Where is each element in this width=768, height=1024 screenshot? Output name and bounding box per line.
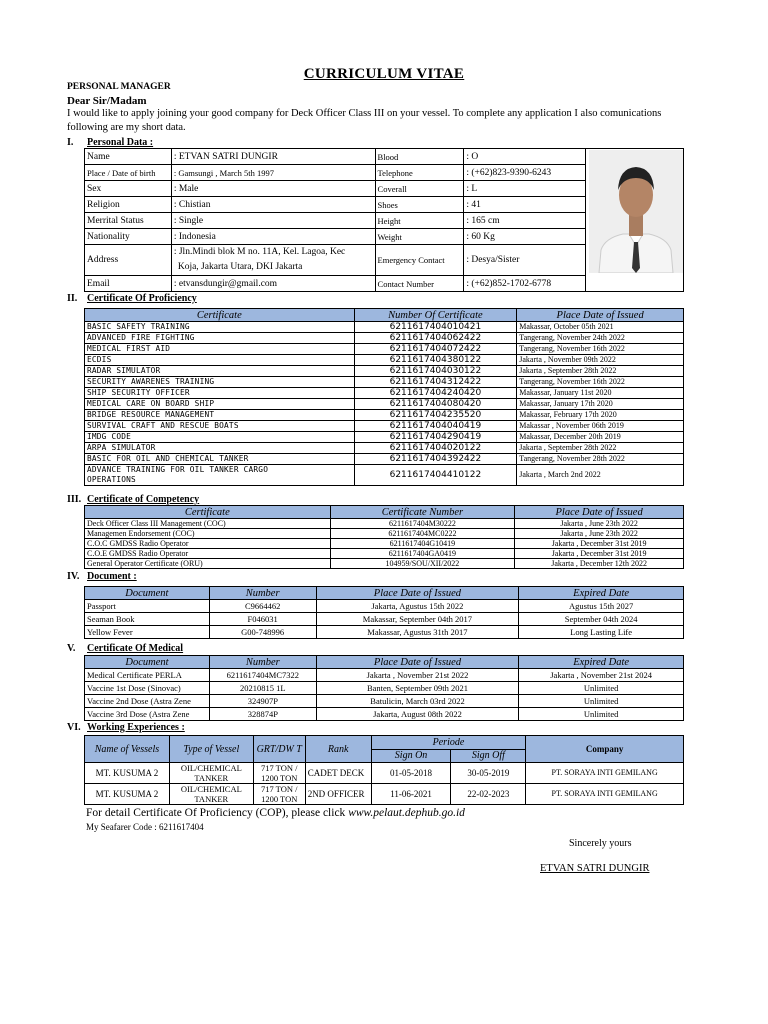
cop-certificate (85, 421, 355, 432)
exp-grt: 717 TON / 1200 TON (253, 763, 305, 784)
medical-place: Batulicin, March 03rd 2022 (316, 695, 519, 708)
personal-value-text: : Chistian (173, 199, 211, 210)
cop-table (84, 308, 684, 486)
coc-number: 104959/SOU/XII/2022 (330, 559, 515, 569)
coc-place: Jakarta , December 12th 2022 (515, 559, 684, 569)
cop-certificate-name: BRIDGE RESOURCE MANAGEMENT (87, 410, 215, 419)
cop-certificate (85, 377, 355, 388)
cop-certificate-name-cont: OPERATIONS (87, 475, 136, 484)
exp-type: OIL/CHEMICAL TANKER (169, 763, 253, 784)
section-cop (67, 293, 197, 304)
cop-place: Jakarta , September 28th 2022 (517, 443, 684, 454)
cop-number: 6211617404380122 (354, 355, 517, 366)
cop-place: Makassar, January 17th 2020 (517, 399, 684, 410)
cop-place: Jakarta , September 28th 2022 (517, 366, 684, 377)
personal-value (171, 165, 375, 181)
cop-row (85, 410, 684, 421)
cop-number: 6211617404030122 (354, 366, 517, 377)
medical-expired: Unlimited (519, 708, 684, 721)
cop-header-certificate: Certificate (85, 309, 355, 322)
personal-label: Sex (85, 181, 172, 197)
cop-place: Tangerang, November 16th 2022 (517, 377, 684, 388)
document-row (85, 626, 684, 639)
medical-expired: Unlimited (519, 682, 684, 695)
experience-row (85, 784, 684, 805)
personal-value (171, 276, 375, 292)
coc-number: 6211617404MC0222 (330, 529, 515, 539)
cop-certificate-name: MEDICAL CARE ON BOARD SHIP (87, 399, 215, 408)
coc-place: Jakarta , December 31st 2019 (515, 539, 684, 549)
cop-row (85, 377, 684, 388)
experience-table (84, 735, 684, 805)
salutation: Dear Sir/Madam (67, 95, 147, 107)
personal-value (171, 245, 375, 276)
personal-label: Name (85, 149, 172, 165)
cop-row (85, 322, 684, 333)
cop-certificate (85, 322, 355, 333)
cop-number: 6211617404240420 (354, 388, 517, 399)
doc-header-document: Document (85, 587, 210, 600)
cop-certificate-name: IMDG CODE (87, 432, 132, 441)
section-number: I. (67, 137, 74, 148)
exp-signoff: 30-05-2019 (451, 763, 526, 784)
exp-vessel: MT. KUSUMA 2 (85, 784, 170, 805)
section-label: Personal Data : (87, 137, 154, 148)
cop-number: 6211617404072422 (354, 344, 517, 355)
personal-value: : Desya/Sister (464, 245, 586, 276)
section-label: Certificate of Competency (87, 494, 200, 505)
med-header-expired: Expired Date (519, 656, 684, 669)
document-document: Seaman Book (85, 613, 210, 626)
cop-place: Tangerang, November 28th 2022 (517, 454, 684, 465)
intro-paragraph: I would like to apply joining your good company for Deck Officer Class III on your vessel. To complete any application I also comunications following are my short data. (67, 108, 662, 133)
coc-number: 6211617404GA0419 (330, 549, 515, 559)
personal-label: Address (85, 245, 172, 276)
personal-value: : 60 Kg (464, 229, 586, 245)
coc-place: Jakarta , June 23th 2022 (515, 519, 684, 529)
cop-link-text: For detail Certificate Of Proficiency (COP), please click (86, 807, 349, 819)
personal-label: Telephone (375, 165, 464, 181)
cop-row (85, 432, 684, 443)
personal-value (171, 197, 375, 213)
cop-number: 6211617404020122 (354, 443, 517, 454)
signature-name: ETVAN SATRI DUNGIR (540, 863, 650, 874)
section-label: Certificate Of Proficiency (87, 293, 197, 304)
section-number: V. (67, 643, 76, 654)
medical-document: Vaccine 3rd Dose (Astra Zene (85, 708, 210, 721)
exp-header-signon: Sign On (371, 749, 451, 763)
document-place: Makassar, Agustus 31th 2017 (316, 626, 519, 639)
doc-header-number: Number (209, 587, 316, 600)
personal-label: Weight (375, 229, 464, 245)
profile-photo (589, 150, 683, 273)
coc-header-place: Place Date of Issued (515, 506, 684, 519)
personal-value-text: : ETVAN SATRI DUNGIR (173, 151, 278, 162)
section-label: Certificate Of Medical (87, 643, 184, 654)
cop-certificate (85, 454, 355, 465)
personal-label: Merrital Status (85, 213, 172, 229)
section-label: Working Experiences : (87, 722, 185, 733)
coc-number: 6211617404M30222 (330, 519, 515, 529)
cop-number: 6211617404392422 (354, 454, 517, 465)
personal-value-text: : Single (173, 215, 204, 226)
cop-certificate (85, 465, 355, 486)
document-place: Jakarta, Agustus 15th 2022 (316, 600, 519, 613)
cop-certificate (85, 432, 355, 443)
cop-link-note (86, 807, 465, 819)
exp-signon: 11-06-2021 (371, 784, 451, 805)
cop-place: Tangerang, November 16th 2022 (517, 344, 684, 355)
personal-value: : O (464, 149, 586, 165)
medical-document: Medical Certificate PERLA (85, 669, 210, 682)
personal-value (171, 181, 375, 197)
document-table (84, 586, 684, 639)
cop-certificate (85, 344, 355, 355)
cop-number: 6211617404290419 (354, 432, 517, 443)
personal-value: : 41 (464, 197, 586, 213)
cop-link[interactable]: www.pelaut.dephub.go.id (348, 807, 465, 819)
document-number: F046031 (209, 613, 316, 626)
medical-number: 324907P (209, 695, 316, 708)
section-document (67, 571, 137, 582)
medical-number: 20210815 1L (209, 682, 316, 695)
cop-row (85, 355, 684, 366)
medical-place: Jakarta, August 08th 2022 (316, 708, 519, 721)
personal-label: Contact Number (375, 276, 464, 292)
coc-header-number: Certificate Number (330, 506, 515, 519)
personal-label: Place / Date of birth (85, 165, 172, 181)
personal-value (171, 149, 375, 165)
personal-label: Email (85, 276, 172, 292)
coc-certificate: General Operator Certificate (ORU) (85, 559, 331, 569)
cop-certificate-name: BASIC SAFETY TRAINING (87, 322, 190, 331)
personal-value: : (+62)823-9390-6243 (464, 165, 586, 181)
exp-header-company: Company (526, 736, 684, 763)
cop-place: Tangerang, November 24th 2022 (517, 333, 684, 344)
personal-value-line: : Jln.Mindi blok M no. 11A, Kel. Lagoa, Kec (173, 247, 346, 257)
medical-place: Jakarta , November 21st 2022 (316, 669, 519, 682)
cop-place: Jakarta , March 2nd 2022 (517, 465, 684, 486)
cop-certificate (85, 410, 355, 421)
personal-value (171, 213, 375, 229)
document-expired: Long Lasting Life (519, 626, 684, 639)
coc-row (85, 549, 684, 559)
closing-text: Sincerely yours (569, 838, 632, 849)
document-document: Passport (85, 600, 210, 613)
exp-header-type: Type of Vessel (169, 736, 253, 763)
personal-label: Religion (85, 197, 172, 213)
cop-row (85, 399, 684, 410)
exp-header-periode: Periode (371, 736, 526, 750)
exp-signoff: 22-02-2023 (451, 784, 526, 805)
cop-certificate (85, 333, 355, 344)
cop-number: 6211617404062422 (354, 333, 517, 344)
cop-number: 6211617404040419 (354, 421, 517, 432)
cop-place: Makassar, October 05th 2021 (517, 322, 684, 333)
section-number: IV. (67, 571, 80, 582)
medical-number: 328874P (209, 708, 316, 721)
medical-row (85, 669, 684, 682)
cop-row (85, 344, 684, 355)
medical-row (85, 682, 684, 695)
section-coc (67, 494, 199, 505)
personal-value: : 165 cm (464, 213, 586, 229)
cop-row (85, 333, 684, 344)
exp-header-signoff: Sign Off (451, 749, 526, 763)
cop-place: Jakarta , November 09th 2022 (517, 355, 684, 366)
cop-row (85, 454, 684, 465)
cop-number: 6211617404235520 (354, 410, 517, 421)
exp-header-vessel: Name of Vessels (85, 736, 170, 763)
personal-label: Coverall (375, 181, 464, 197)
exp-header-grt: GRT/DW T (253, 736, 305, 763)
document-document: Yellow Fever (85, 626, 210, 639)
cop-certificate (85, 443, 355, 454)
medical-expired: Jakarta , November 21st 2024 (519, 669, 684, 682)
personal-value: : L (464, 181, 586, 197)
cop-certificate (85, 388, 355, 399)
personal-value-text: : Indonesia (173, 231, 216, 242)
med-header-place: Place Date of Issued (316, 656, 519, 669)
cop-header-number: Number Of Certificate (354, 309, 517, 322)
medical-document: Vaccine 1st Dose (Sinovac) (85, 682, 210, 695)
exp-rank: 2ND OFFICER (305, 784, 371, 805)
exp-signon: 01-05-2018 (371, 763, 451, 784)
seafarer-code: My Seafarer Code : 6211617404 (86, 822, 204, 832)
medical-document: Vaccine 2nd Dose (Astra Zene (85, 695, 210, 708)
doc-header-expired: Expired Date (519, 587, 684, 600)
document-expired: September 04th 2024 (519, 613, 684, 626)
med-header-document: Document (85, 656, 210, 669)
exp-company: PT. SORAYA INTI GEMILANG (526, 784, 684, 805)
cop-row (85, 366, 684, 377)
med-header-number: Number (209, 656, 316, 669)
cop-certificate-name: SECURITY AWARENES TRAINING (87, 377, 215, 386)
personal-value: : (+62)852-1702-6778 (464, 276, 586, 292)
exp-header-rank: Rank (305, 736, 371, 763)
document-expired: Agustus 15th 2027 (519, 600, 684, 613)
coc-row (85, 539, 684, 549)
document-place: Makassar, September 04th 2017 (316, 613, 519, 626)
cop-number: 6211617404010421 (354, 322, 517, 333)
coc-table (84, 505, 684, 569)
cop-certificate-name: RADAR SIMULATOR (87, 366, 161, 375)
cop-certificate-name: SHIP SECURITY OFFICER (87, 388, 190, 397)
coc-row (85, 559, 684, 569)
section-label: Document : (87, 571, 137, 582)
cop-certificate (85, 399, 355, 410)
cop-row (85, 443, 684, 454)
cop-certificate-name: BASIC FOR OIL AND CHEMICAL TANKER (87, 454, 249, 463)
cop-certificate-name: ARPA SIMULATOR (87, 443, 156, 452)
personal-value-line: Koja, Jakarta Utara, DKI Jakarta (177, 262, 303, 272)
addressee: PERSONAL MANAGER (67, 82, 171, 92)
document-row (85, 613, 684, 626)
medical-row (85, 695, 684, 708)
cop-place: Makassar, December 20th 2019 (517, 432, 684, 443)
exp-vessel: MT. KUSUMA 2 (85, 763, 170, 784)
personal-value-text: : etvansdungir@gmail.com (173, 278, 278, 289)
cop-place: Makassar , November 06th 2019 (517, 421, 684, 432)
cop-place: Makassar, February 17th 2020 (517, 410, 684, 421)
cop-header-place: Place Date of Issued (517, 309, 684, 322)
cop-number: 6211617404080420 (354, 399, 517, 410)
cop-row (85, 421, 684, 432)
personal-value-text: : Gamsungi , March 5th 1997 (173, 167, 274, 178)
cop-number: 6211617404410122 (354, 465, 517, 486)
doc-header-place: Place Date of Issued (316, 587, 519, 600)
cop-certificate-name: MEDICAL FIRST AID (87, 344, 171, 353)
coc-certificate: Managemen Endorsement (COC) (85, 529, 331, 539)
section-experience (67, 722, 185, 733)
personal-label: Emergency Contact (375, 245, 464, 276)
section-number: VI. (67, 722, 81, 733)
section-medical (67, 643, 183, 654)
coc-place: Jakarta , June 23th 2022 (515, 529, 684, 539)
document-row (85, 600, 684, 613)
personal-label: Blood (375, 149, 464, 165)
coc-row (85, 519, 684, 529)
exp-grt: 717 TON / 1200 TON (253, 784, 305, 805)
personal-label: Height (375, 213, 464, 229)
coc-certificate: C.O.C GMDSS Radio Operator (85, 539, 331, 549)
coc-number: 6211617404G10419 (330, 539, 515, 549)
personal-label: Nationality (85, 229, 172, 245)
cop-certificate-name: ADVANCE TRAINING FOR OIL TANKER CARGO (87, 465, 269, 474)
personal-label: Shoes (375, 197, 464, 213)
cop-certificate-name: ECDIS (87, 355, 112, 364)
exp-rank: CADET DECK (305, 763, 371, 784)
cop-row (85, 465, 684, 486)
coc-certificate: Deck Officer Class III Management (COC) (85, 519, 331, 529)
coc-row (85, 529, 684, 539)
coc-certificate: C.O.E GMDSS Radio Operator (85, 549, 331, 559)
experience-row (85, 763, 684, 784)
exp-company: PT. SORAYA INTI GEMILANG (526, 763, 684, 784)
document-number: C9664462 (209, 600, 316, 613)
cop-certificate (85, 366, 355, 377)
cop-certificate (85, 355, 355, 366)
personal-value (171, 229, 375, 245)
coc-place: Jakarta , December 31st 2019 (515, 549, 684, 559)
exp-type: OIL/CHEMICAL TANKER (169, 784, 253, 805)
section-number: III. (67, 494, 82, 505)
document-title: CURRICULUM VITAE (303, 66, 465, 82)
medical-expired: Unlimited (519, 695, 684, 708)
cop-certificate-name: ADVANCED FIRE FIGHTING (87, 333, 195, 342)
section-personal-data (67, 137, 153, 148)
cop-certificate-name: SURVIVAL CRAFT AND RESCUE BOATS (87, 421, 239, 430)
document-number: G00-748996 (209, 626, 316, 639)
coc-header-certificate: Certificate (85, 506, 331, 519)
medical-place: Banten, September 09th 2021 (316, 682, 519, 695)
medical-number: 6211617404MC7322 (209, 669, 316, 682)
section-number: II. (67, 293, 78, 304)
medical-row (85, 708, 684, 721)
medical-table (84, 655, 684, 721)
cop-row (85, 388, 684, 399)
personal-value-text: : Male (173, 183, 199, 194)
cop-place: Makassar, January 11st 2020 (517, 388, 684, 399)
cop-number: 6211617404312422 (354, 377, 517, 388)
